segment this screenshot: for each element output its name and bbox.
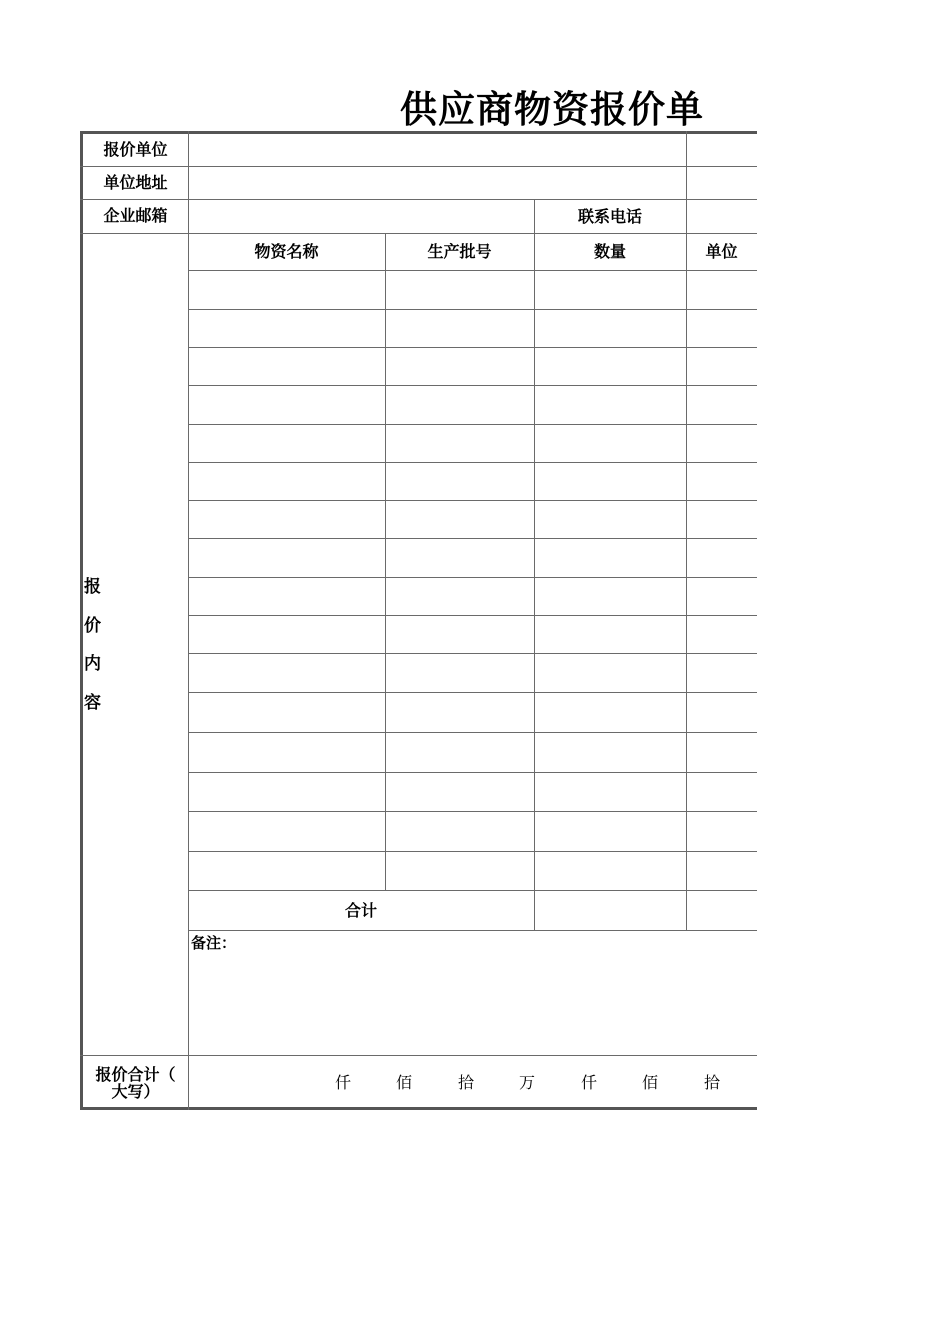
total-label: 合计 [344,901,377,920]
quote-unit-label: 报价单位 [103,140,168,159]
grid-line [188,930,757,931]
grid-line [80,1055,757,1056]
grid-line [80,233,757,234]
amount-unit: 万 [519,1073,536,1092]
grid-line [188,811,757,812]
grid-line [188,692,757,693]
grid-line [534,233,535,930]
grid-line [188,732,757,733]
grid-line [188,615,757,616]
table-left-border [80,131,83,1110]
grid-line [188,270,757,271]
amount-unit: 佰 [642,1073,659,1092]
amount-unit: 仟 [581,1073,598,1092]
grid-line [188,500,757,501]
page-title: 供应商物资报价单 [400,88,704,131]
unit-address-label: 单位地址 [103,173,168,192]
grid-line [80,199,757,200]
grid-line [188,462,757,463]
grid-line [188,385,757,386]
total-caps-label-line1: 报价合计（ [95,1065,176,1084]
amount-unit: 仟 [335,1073,352,1092]
grid-line [80,166,757,167]
column-header-batch-no: 生产批号 [427,242,492,261]
column-header-unit: 单位 [705,242,738,261]
email-label: 企业邮箱 [103,206,168,225]
column-header-quantity: 数量 [593,242,626,261]
remark-label: 备注： [191,934,237,952]
grid-line [188,424,757,425]
phone-label: 联系电话 [577,207,642,226]
side-label-char: 报 [84,577,101,597]
grid-line [188,538,757,539]
grid-line [188,653,757,654]
grid-line [188,851,757,852]
grid-line [188,347,757,348]
grid-line [385,233,386,890]
amount-unit: 拾 [458,1073,475,1092]
side-label-char: 价 [84,616,101,636]
grid-line [188,309,757,310]
grid-line [188,577,757,578]
grid-line [188,890,757,891]
grid-line [188,131,189,1110]
table-top-border [80,131,757,134]
total-caps-label-line2: 大写） [111,1082,160,1101]
amount-unit: 佰 [396,1073,413,1092]
column-header-material-name: 物资名称 [254,242,319,261]
amount-unit: 拾 [704,1073,721,1092]
table-bottom-border [80,1107,757,1110]
side-label-char: 容 [84,693,101,713]
side-label-char: 内 [84,654,101,674]
grid-line [188,772,757,773]
